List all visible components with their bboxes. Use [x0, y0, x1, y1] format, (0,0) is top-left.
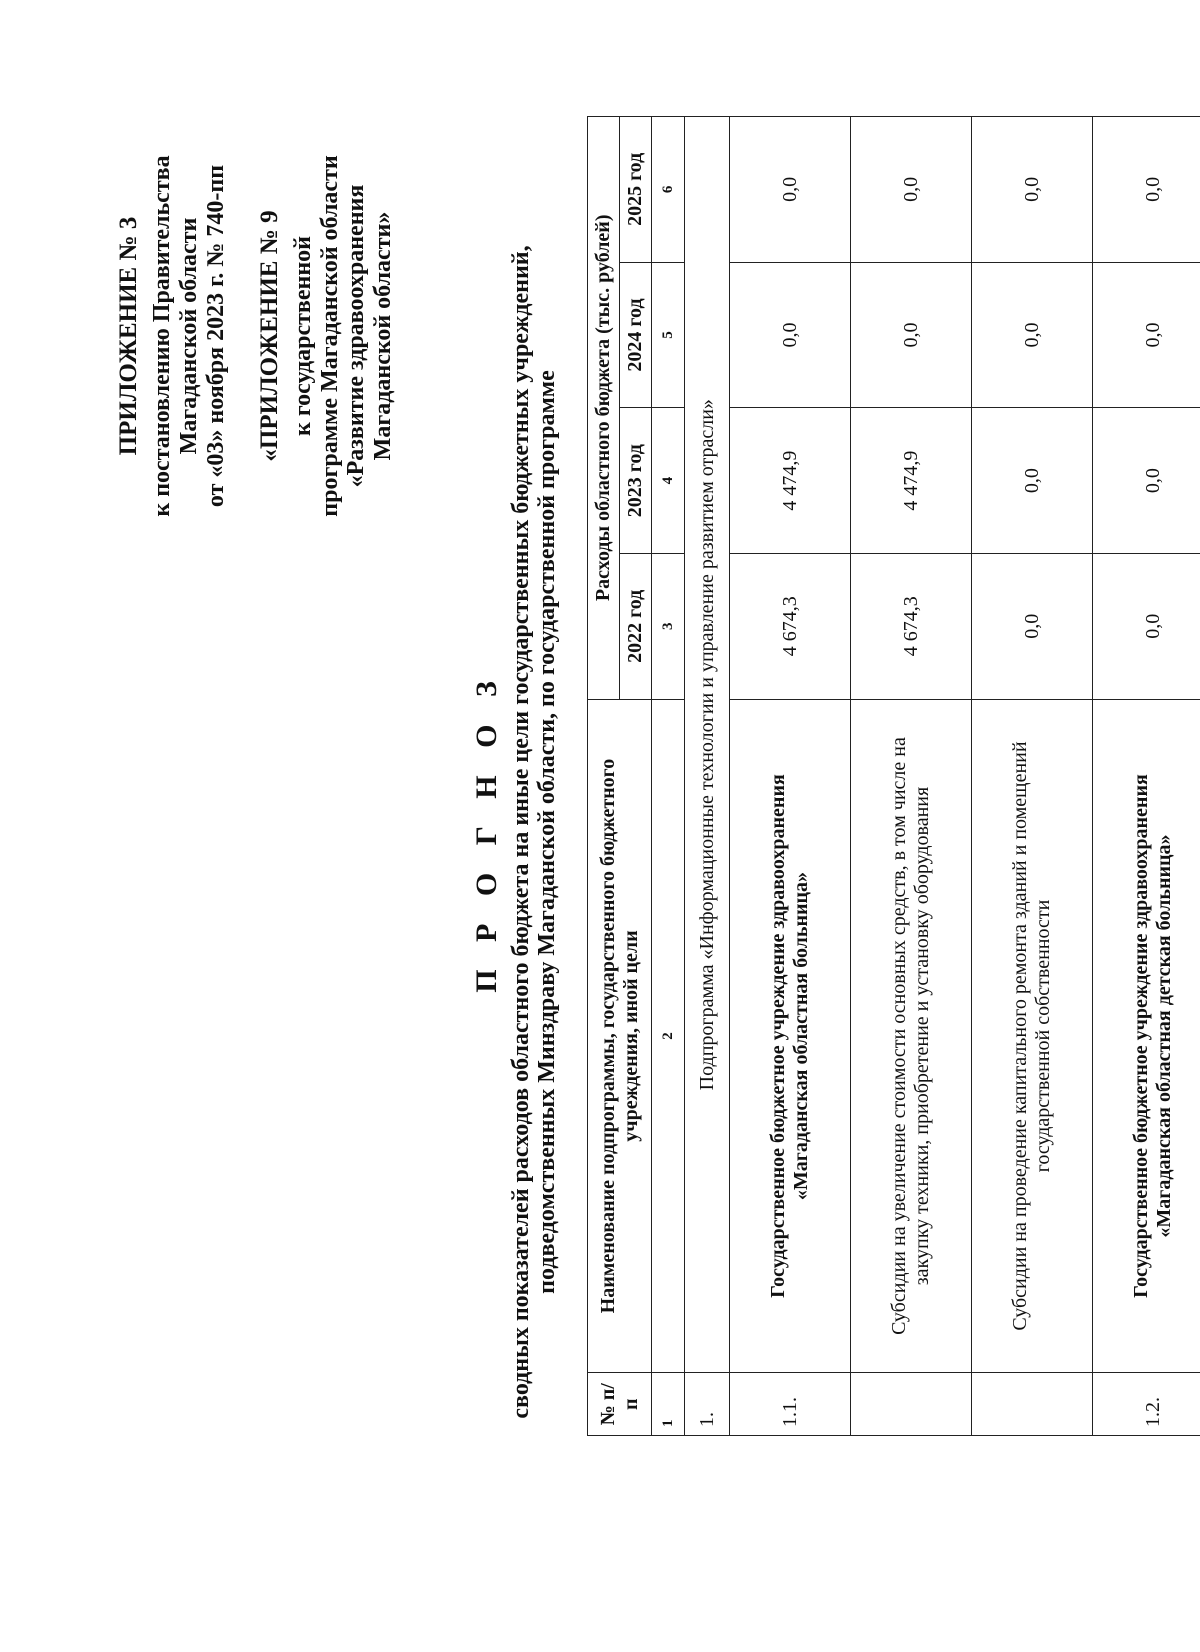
index-cell: 4: [652, 408, 685, 554]
row-value: 4 674,3: [730, 553, 851, 699]
appendix-line: программе Магаданской области: [316, 155, 343, 517]
row-value: 0,0: [730, 262, 851, 408]
row-value: 0,0: [972, 408, 1093, 554]
row-value: 0,0: [851, 117, 972, 263]
row-value: 4 474,9: [851, 408, 972, 554]
row-value: 0,0: [730, 117, 851, 263]
forecast-subtitle: подведомственных Минздраву Магаданской области, по государственной программе: [534, 370, 561, 1294]
appendix-line: Магаданской области»: [370, 211, 397, 461]
row-value: 0,0: [1093, 117, 1200, 263]
row-name: Государственное бюджетное учреждение здравоохранения «Магаданская областная больница»: [730, 699, 851, 1373]
header-num: № п/п: [588, 1373, 652, 1436]
row-value: 0,0: [1093, 408, 1200, 554]
subprogram-row: [685, 117, 730, 1436]
row-value: 0,0: [1093, 262, 1200, 408]
row-num: 1.1.: [730, 1373, 851, 1436]
index-cell: 3: [652, 553, 685, 699]
table-row: [730, 117, 851, 1436]
table-row: [851, 117, 972, 1436]
header-year: 2025 год: [620, 117, 652, 263]
header-name: Наименование подпрограммы, государственного бюджетного учреждения, иной цели: [588, 699, 652, 1373]
row-name: Субсидии на увеличение стоимости основных средств, в том числе на закупку техники, приобретение и установку оборудования: [851, 699, 972, 1373]
index-cell: 2: [652, 699, 685, 1373]
header-expenses: Расходы областного бюджета (тыс. рублей): [588, 117, 620, 700]
table-header-row: [588, 117, 620, 1436]
row-name: Субсидии на проведение капитального ремонта зданий и помещений государственной собственности: [972, 699, 1093, 1373]
row-value: 0,0: [1093, 553, 1200, 699]
row-num: [972, 1373, 1093, 1436]
forecast-table: [587, 116, 1200, 1436]
appendix-title: ПРИЛОЖЕНИЕ № 3: [115, 216, 142, 456]
row-value: 4 674,3: [851, 553, 972, 699]
row-num: [851, 1373, 972, 1436]
table-row: [972, 117, 1093, 1436]
header-year: 2024 год: [620, 262, 652, 408]
subprogram-num: 1.: [685, 1373, 730, 1436]
appendix-line: от «03» ноября 2023 г. № 740-пп: [202, 164, 229, 508]
row-value: 0,0: [972, 117, 1093, 263]
forecast-title-block: [470, 172, 561, 1492]
row-value: 0,0: [972, 553, 1093, 699]
appendix-line: к государственной: [289, 236, 316, 436]
subprogram-name: Подпрограмма «Информационные технологии и управление развитием отрасли»: [685, 117, 730, 1373]
appendix-block: [115, 106, 397, 566]
row-num: 1.2.: [1093, 1373, 1200, 1436]
row-value: 0,0: [972, 262, 1093, 408]
appendix-line: к постановлению Правительства: [149, 155, 175, 517]
header-year: 2023 год: [620, 408, 652, 554]
table-row: [1093, 117, 1200, 1436]
appendix-line: «Развитие здравоохранения: [343, 184, 370, 488]
row-value: 0,0: [851, 262, 972, 408]
row-value: 4 474,9: [730, 408, 851, 554]
forecast-subtitle: сводных показателей расходов областного бюджета на иные цели государственных бюджетных учреждений,: [508, 245, 534, 1419]
index-cell: 6: [652, 117, 685, 263]
index-cell: 1: [652, 1373, 685, 1436]
appendix-line: Магаданской области: [175, 217, 202, 455]
table-index-row: [652, 117, 685, 1436]
appendix-title-2: «ПРИЛОЖЕНИЕ № 9: [255, 210, 283, 462]
index-cell: 5: [652, 262, 685, 408]
row-name: Государственное бюджетное учреждение здравоохранения «Магаданская областная детская больница»: [1093, 699, 1200, 1373]
header-year: 2022 год: [620, 553, 652, 699]
forecast-heading: П Р О Г Н О З: [470, 671, 503, 993]
